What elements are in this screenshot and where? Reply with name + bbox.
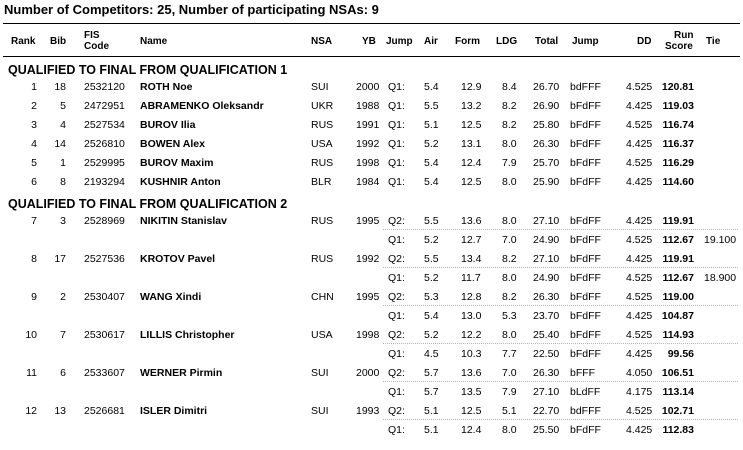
cell-dd: 4.425 <box>626 100 653 112</box>
header-form: Form <box>455 36 480 47</box>
cell-name: BUROV Ilia <box>140 119 196 131</box>
cell-run-score: 114.93 <box>662 329 694 341</box>
cell-jump-code: bFdFF <box>570 329 601 341</box>
cell-fis-code: 2526681 <box>84 405 125 417</box>
cell-rank: 9 <box>31 291 37 303</box>
cell-bib: 13 <box>54 405 66 417</box>
cell-ldg: 7.7 <box>502 348 517 360</box>
cell-fis-code: 2472951 <box>84 100 125 112</box>
cell-ldg: 7.0 <box>502 367 517 379</box>
cell-dd: 4.525 <box>626 329 653 341</box>
cell-jump-code: bFFF <box>570 367 596 379</box>
cell-run-score: 116.74 <box>662 119 694 131</box>
cell-name: WANG Xindi <box>140 291 202 303</box>
cell-yb: 1992 <box>356 138 380 150</box>
cell-fis-code: 2193294 <box>84 176 125 188</box>
cell-form: 12.5 <box>461 119 482 131</box>
cell-fis-code: 2532120 <box>84 81 125 93</box>
header-dd: DD <box>637 36 652 47</box>
cell-total: 23.70 <box>533 310 560 322</box>
cell-bib: 6 <box>60 367 66 379</box>
cell-name: WERNER Pirmin <box>140 367 223 379</box>
cell-tie: 18.900 <box>704 272 737 284</box>
cell-ldg: 8.2 <box>502 119 517 131</box>
cell-jump-code: bFdFF <box>570 234 601 246</box>
cell-fis-code: 2530407 <box>84 291 125 303</box>
cell-jump-code: bLdFF <box>570 386 601 398</box>
cell-name: BOWEN Alex <box>140 138 205 150</box>
cell-dd: 4.425 <box>626 424 653 436</box>
cell-dd: 4.525 <box>626 81 653 93</box>
cell-ldg: 8.0 <box>502 176 517 188</box>
cell-form: 12.5 <box>461 405 482 417</box>
cell-form: 11.7 <box>461 272 481 284</box>
cell-form: 10.3 <box>461 348 482 360</box>
cell-fis-code: 2529995 <box>84 157 125 169</box>
cell-jump: Q1: <box>388 157 405 169</box>
cell-jump: Q1: <box>388 100 405 112</box>
cell-nsa: RUS <box>311 253 334 265</box>
cell-air: 5.1 <box>424 424 439 436</box>
cell-ldg: 7.9 <box>502 157 517 169</box>
header-total: Total <box>535 36 559 47</box>
header-jump: Jump <box>386 36 413 47</box>
cell-bib: 17 <box>54 253 66 265</box>
cell-form: 12.2 <box>461 329 482 341</box>
cell-bib: 3 <box>60 215 66 227</box>
cell-rank: 6 <box>31 176 37 188</box>
cell-total: 24.90 <box>533 234 560 246</box>
header-bib: Bib <box>50 36 67 47</box>
cell-ldg: 8.0 <box>502 138 517 150</box>
cell-air: 5.2 <box>424 272 439 284</box>
cell-run-score: 116.29 <box>662 157 694 169</box>
cell-jump-code: bFdFF <box>570 291 601 303</box>
cell-form: 12.9 <box>461 81 482 93</box>
cell-form: 12.4 <box>461 157 482 169</box>
cell-bib: 7 <box>60 329 66 341</box>
cell-nsa: SUI <box>311 367 329 379</box>
cell-jump-code: bFdFF <box>570 215 601 227</box>
cell-air: 5.3 <box>424 291 439 303</box>
cell-nsa: BLR <box>311 176 332 188</box>
cell-form: 12.8 <box>461 291 482 303</box>
cell-form: 13.1 <box>461 138 482 150</box>
cell-run-score: 113.14 <box>662 386 694 398</box>
cell-air: 4.5 <box>424 348 439 360</box>
cell-jump: Q2: <box>388 405 405 417</box>
header-ldg: LDG <box>496 36 518 47</box>
cell-run-score: 119.91 <box>662 253 694 265</box>
cell-run-score: 112.83 <box>662 424 694 436</box>
cell-run-score: 119.00 <box>662 291 694 303</box>
section-heading: QUALIFIED TO FINAL FROM QUALIFICATION 2 <box>8 197 288 211</box>
cell-bib: 2 <box>60 291 66 303</box>
cell-ldg: 7.0 <box>502 234 517 246</box>
cell-bib: 4 <box>60 119 66 131</box>
table-row <box>0 97 743 116</box>
cell-run-score: 106.51 <box>661 367 694 379</box>
cell-form: 13.5 <box>461 386 482 398</box>
cell-total: 25.80 <box>533 119 560 131</box>
cell-jump-code: bFdFF <box>570 138 601 150</box>
cell-air: 5.2 <box>424 329 439 341</box>
cell-yb: 1988 <box>356 100 380 112</box>
cell-form: 12.4 <box>461 424 482 436</box>
cell-jump: Q1: <box>388 348 405 360</box>
cell-jump-code: bFdFF <box>570 157 601 169</box>
table-row-secondary-run <box>0 307 743 326</box>
table-row-secondary-run <box>0 345 743 364</box>
cell-name: NIKITIN Stanislav <box>140 215 227 227</box>
run-separator <box>383 381 738 382</box>
cell-jump: Q2: <box>388 291 405 303</box>
cell-total: 26.30 <box>533 367 560 379</box>
cell-air: 5.7 <box>424 386 439 398</box>
cell-name: KROTOV Pavel <box>140 253 216 265</box>
cell-run-score: 119.91 <box>662 215 694 227</box>
cell-dd: 4.175 <box>626 386 653 398</box>
cell-dd: 4.525 <box>626 157 653 169</box>
run-separator <box>383 343 738 344</box>
cell-jump-code: bFdFF <box>570 348 601 360</box>
cell-bib: 14 <box>54 138 66 150</box>
cell-form: 13.2 <box>461 100 482 112</box>
cell-yb: 1984 <box>356 176 380 188</box>
cell-run-score: 99.56 <box>667 348 694 360</box>
cell-form: 13.6 <box>461 215 482 227</box>
cell-run-score: 112.67 <box>662 272 694 284</box>
cell-air: 5.4 <box>424 81 439 93</box>
cell-rank: 10 <box>25 329 37 341</box>
cell-jump-code: bFdFF <box>570 100 601 112</box>
cell-nsa: SUI <box>311 405 329 417</box>
cell-yb: 1993 <box>356 405 380 417</box>
cell-fis-code: 2530617 <box>84 329 125 341</box>
page-title: Number of Competitors: 25, Number of participating NSAs: 9 <box>4 2 379 17</box>
cell-jump-code: bFdFF <box>570 310 601 322</box>
cell-total: 25.50 <box>533 424 560 436</box>
cell-rank: 11 <box>26 367 37 379</box>
cell-total: 26.90 <box>533 100 560 112</box>
cell-rank: 3 <box>31 119 37 131</box>
cell-dd: 4.525 <box>626 234 653 246</box>
cell-total: 24.90 <box>533 272 560 284</box>
header-run-score-line1: Run <box>674 30 694 41</box>
header-name: Name <box>140 36 168 47</box>
cell-ldg: 8.2 <box>502 253 517 265</box>
cell-yb: 1998 <box>356 329 380 341</box>
header-nsa: NSA <box>311 36 333 47</box>
cell-air: 5.5 <box>424 215 439 227</box>
cell-dd: 4.425 <box>626 348 653 360</box>
cell-run-score: 104.87 <box>661 310 694 322</box>
cell-ldg: 5.1 <box>502 405 517 417</box>
header-yb: YB <box>362 36 376 47</box>
cell-air: 5.4 <box>424 310 439 322</box>
cell-air: 5.2 <box>424 138 439 150</box>
cell-yb: 1995 <box>356 291 380 303</box>
cell-jump: Q1: <box>388 138 405 150</box>
table-row-secondary-run <box>0 421 743 440</box>
cell-air: 5.5 <box>424 100 439 112</box>
header-rank: Rank <box>11 36 36 47</box>
cell-fis-code: 2527534 <box>84 119 125 131</box>
cell-jump-code: bFdFF <box>570 176 601 188</box>
cell-air: 5.7 <box>424 367 439 379</box>
cell-jump: Q1: <box>388 119 405 131</box>
cell-yb: 2000 <box>356 81 380 93</box>
cell-air: 5.1 <box>424 119 439 131</box>
run-separator <box>383 419 738 420</box>
table-row <box>0 135 743 154</box>
cell-total: 25.70 <box>533 157 560 169</box>
table-row-secondary-run <box>0 383 743 402</box>
cell-dd: 4.525 <box>626 405 653 417</box>
cell-dd: 4.050 <box>626 367 653 379</box>
cell-run-score: 119.03 <box>662 100 694 112</box>
header-jump-code: Jump <box>572 36 599 47</box>
cell-yb: 1998 <box>356 157 380 169</box>
cell-form: 13.4 <box>461 253 482 265</box>
cell-total: 27.10 <box>533 386 560 398</box>
cell-rank: 4 <box>31 138 37 150</box>
header-bottom-rule <box>3 56 740 57</box>
section-heading: QUALIFIED TO FINAL FROM QUALIFICATION 1 <box>8 63 288 77</box>
cell-name: BUROV Maxim <box>140 157 214 169</box>
cell-run-score: 102.71 <box>661 405 694 417</box>
cell-bib: 18 <box>54 81 66 93</box>
header-top-rule <box>3 23 740 24</box>
cell-ldg: 8.0 <box>502 424 517 436</box>
cell-name: LILLIS Christopher <box>140 329 235 341</box>
cell-jump-code: bFdFF <box>570 272 601 284</box>
header-tie: Tie <box>706 36 721 47</box>
cell-dd: 4.525 <box>626 119 653 131</box>
cell-bib: 1 <box>60 157 66 169</box>
table-row <box>0 116 743 135</box>
cell-rank: 7 <box>31 215 37 227</box>
cell-yb: 1995 <box>356 215 380 227</box>
cell-fis-code: 2527536 <box>84 253 125 265</box>
cell-ldg: 5.3 <box>502 310 517 322</box>
cell-jump-code: bdFFF <box>570 81 601 93</box>
cell-rank: 12 <box>25 405 37 417</box>
cell-bib: 8 <box>60 176 66 188</box>
cell-dd: 4.525 <box>626 291 653 303</box>
cell-air: 5.4 <box>424 176 439 188</box>
table-row <box>0 173 743 192</box>
cell-ldg: 8.0 <box>502 329 517 341</box>
table-row <box>0 78 743 97</box>
run-separator <box>383 229 738 230</box>
header-fis-code-line1: FIS <box>84 30 100 41</box>
cell-dd: 4.425 <box>626 215 653 227</box>
cell-form: 13.6 <box>461 367 482 379</box>
cell-rank: 1 <box>31 81 37 93</box>
cell-jump: Q1: <box>388 81 405 93</box>
cell-ldg: 8.0 <box>502 215 517 227</box>
cell-dd: 4.425 <box>626 176 653 188</box>
cell-nsa: USA <box>311 329 333 341</box>
cell-nsa: SUI <box>311 81 329 93</box>
cell-name: ROTH Noe <box>140 81 193 93</box>
cell-nsa: USA <box>311 138 333 150</box>
cell-rank: 5 <box>31 157 37 169</box>
cell-jump-code: bFdFF <box>570 119 601 131</box>
cell-form: 12.5 <box>461 176 482 188</box>
cell-ldg: 8.2 <box>502 291 517 303</box>
cell-jump: Q1: <box>388 386 405 398</box>
cell-total: 26.30 <box>533 291 560 303</box>
cell-fis-code: 2528969 <box>84 215 125 227</box>
cell-total: 25.40 <box>533 329 560 341</box>
cell-name: ISLER Dimitri <box>140 405 208 417</box>
cell-nsa: RUS <box>311 119 334 131</box>
cell-nsa: RUS <box>311 215 334 227</box>
cell-ldg: 8.0 <box>502 272 517 284</box>
cell-total: 26.30 <box>533 138 560 150</box>
cell-jump-code: bdFFF <box>570 405 601 417</box>
cell-jump: Q2: <box>388 253 405 265</box>
cell-fis-code: 2533607 <box>84 367 125 379</box>
header-air: Air <box>424 36 438 47</box>
cell-yb: 2000 <box>356 367 380 379</box>
cell-air: 5.4 <box>424 157 439 169</box>
cell-run-score: 116.37 <box>662 138 694 150</box>
cell-form: 13.0 <box>461 310 482 322</box>
cell-ldg: 8.4 <box>502 81 517 93</box>
cell-air: 5.5 <box>424 253 439 265</box>
table-row-secondary-run <box>0 231 743 250</box>
cell-total: 22.70 <box>533 405 560 417</box>
cell-total: 26.70 <box>533 81 560 93</box>
header-fis-code-line2: Code <box>84 41 109 52</box>
cell-dd: 4.525 <box>626 272 653 284</box>
cell-nsa: CHN <box>311 291 334 303</box>
cell-jump-code: bFdFF <box>570 253 601 265</box>
cell-jump: Q1: <box>388 424 405 436</box>
cell-run-score: 120.81 <box>661 81 694 93</box>
table-row-secondary-run <box>0 269 743 288</box>
cell-total: 25.90 <box>533 176 560 188</box>
cell-total: 27.10 <box>533 215 560 227</box>
cell-form: 12.7 <box>461 234 482 246</box>
cell-dd: 4.425 <box>626 253 653 265</box>
cell-jump-code: bFdFF <box>570 424 601 436</box>
cell-dd: 4.425 <box>626 138 653 150</box>
cell-nsa: UKR <box>311 100 334 112</box>
cell-rank: 8 <box>31 253 37 265</box>
cell-name: ABRAMENKO Oleksandr <box>140 100 264 112</box>
cell-air: 5.1 <box>424 405 439 417</box>
cell-nsa: RUS <box>311 157 334 169</box>
cell-total: 22.50 <box>533 348 560 360</box>
cell-ldg: 8.2 <box>502 100 517 112</box>
cell-yb: 1992 <box>356 253 380 265</box>
table-row <box>0 154 743 173</box>
cell-ldg: 7.9 <box>502 386 517 398</box>
header-run-score-line2: Score <box>665 41 693 52</box>
cell-jump: Q2: <box>388 367 405 379</box>
cell-name: KUSHNIR Anton <box>140 176 221 188</box>
cell-dd: 4.425 <box>626 310 653 322</box>
cell-total: 27.10 <box>533 253 560 265</box>
cell-jump: Q1: <box>388 234 405 246</box>
cell-run-score: 114.60 <box>662 176 694 188</box>
cell-bib: 5 <box>60 100 66 112</box>
cell-yb: 1991 <box>356 119 380 131</box>
run-separator <box>383 267 738 268</box>
run-separator <box>383 305 738 306</box>
cell-jump: Q2: <box>388 215 405 227</box>
cell-air: 5.2 <box>424 234 439 246</box>
cell-jump: Q2: <box>388 329 405 341</box>
cell-run-score: 112.67 <box>662 234 694 246</box>
cell-rank: 2 <box>31 100 37 112</box>
cell-tie: 19.100 <box>704 234 737 246</box>
cell-jump: Q1: <box>388 176 405 188</box>
cell-fis-code: 2526810 <box>84 138 125 150</box>
cell-jump: Q1: <box>388 272 405 284</box>
cell-jump: Q1: <box>388 310 405 322</box>
